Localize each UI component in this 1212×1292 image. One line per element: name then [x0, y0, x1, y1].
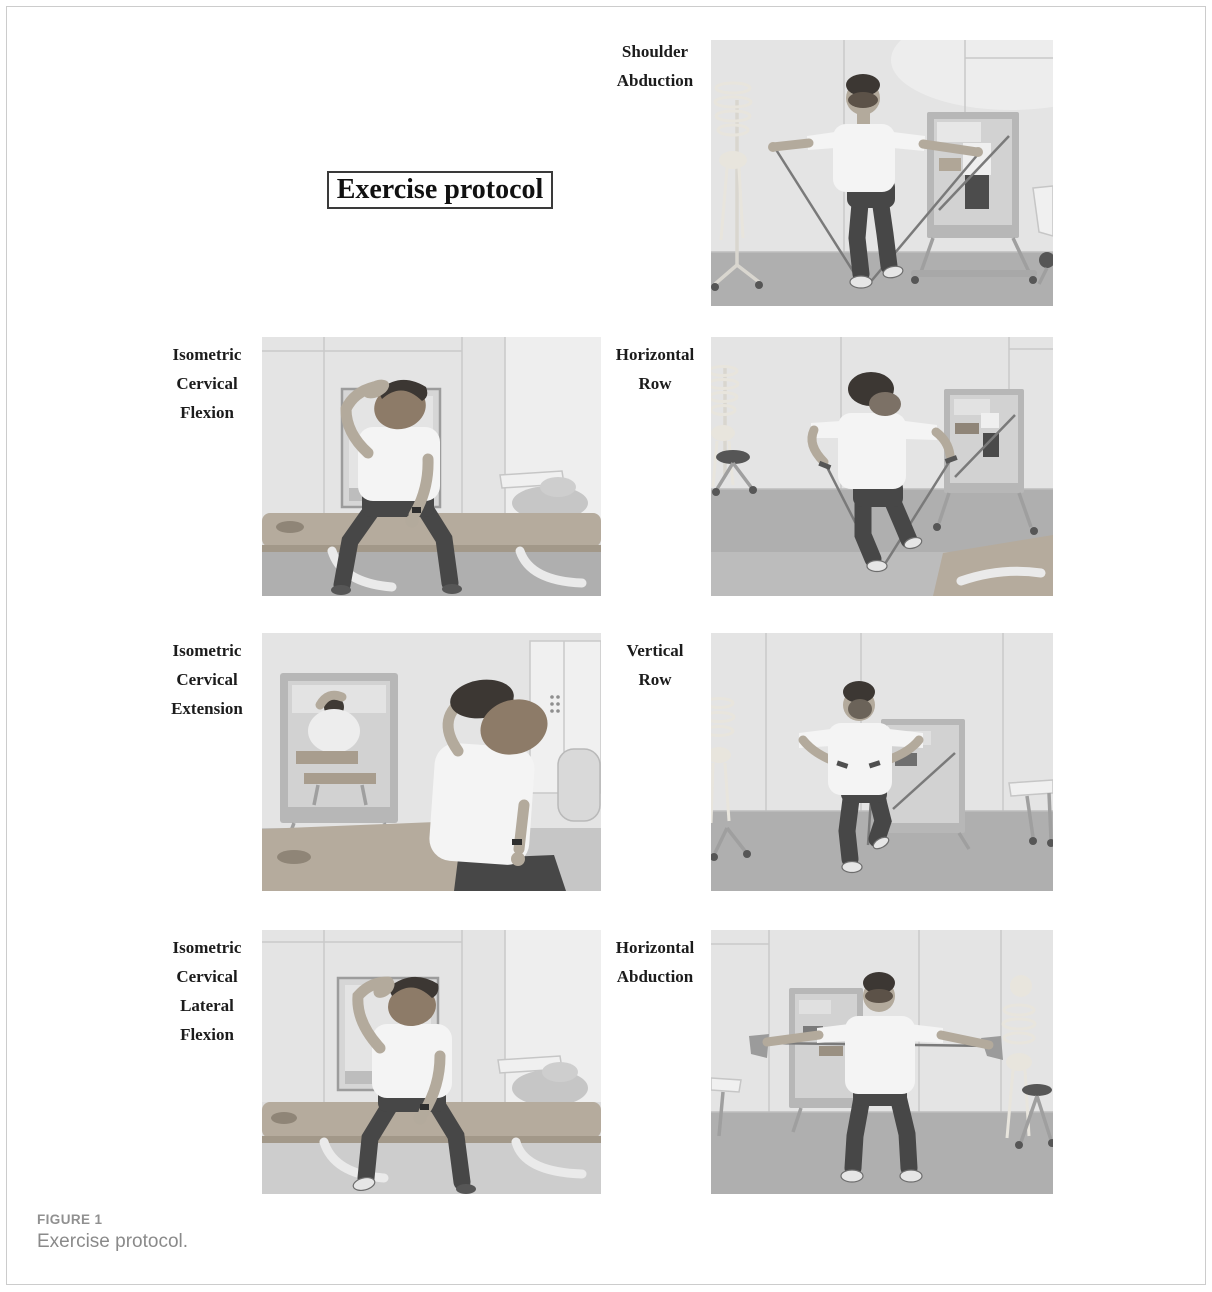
photo-horizontal-abduction — [711, 930, 1053, 1194]
cervical-extension-illustration — [262, 633, 601, 891]
photo-vertical-row — [711, 633, 1053, 891]
cervical-flexion-illustration — [262, 337, 601, 596]
photo-horizontal-row — [711, 337, 1053, 596]
mirror — [280, 673, 398, 839]
label-line: Isometric — [172, 641, 242, 660]
label-horizontal-abduction — [596, 933, 714, 991]
label-vertical-row — [598, 636, 712, 694]
label-isometric-cervical-flexion — [152, 340, 262, 427]
label-line: Isometric — [172, 938, 242, 957]
horizontal-abduction-illustration — [711, 930, 1053, 1194]
label-line: Extension — [171, 699, 243, 718]
photo-shoulder-abduction — [711, 40, 1053, 306]
label-line: Row — [638, 670, 672, 689]
label-line: Isometric — [172, 345, 242, 364]
vertical-row-illustration — [711, 633, 1053, 891]
label-isometric-cervical-lateral-flexion — [152, 933, 262, 1049]
label-line: Horizontal — [615, 345, 695, 364]
figure-title: Exercise protocol — [327, 171, 553, 209]
label-line: Cervical — [176, 670, 238, 689]
label-shoulder-abduction — [596, 37, 714, 95]
label-line: Cervical — [176, 967, 238, 986]
label-line: Cervical — [176, 374, 238, 393]
photo-isometric-cervical-extension — [262, 633, 601, 891]
figure-caption-label: FIGURE 1 — [37, 1212, 103, 1227]
label-horizontal-row — [598, 340, 712, 398]
photo-isometric-cervical-flexion — [262, 337, 601, 596]
photo-isometric-cervical-lateral-flexion — [262, 930, 601, 1194]
label-line: Row — [638, 374, 672, 393]
label-line: Abduction — [616, 71, 694, 90]
label-line: Horizontal — [615, 938, 695, 957]
label-isometric-cervical-extension — [150, 636, 264, 723]
label-line: Flexion — [180, 403, 234, 422]
label-line: Abduction — [616, 967, 694, 986]
cervical-lateral-flexion-illustration — [262, 930, 601, 1194]
figure-caption — [37, 1212, 188, 1253]
figure-caption-text: Exercise protocol. — [37, 1231, 189, 1252]
label-line: Shoulder — [621, 42, 689, 61]
label-line: Lateral — [180, 996, 234, 1015]
horizontal-row-illustration — [711, 337, 1053, 596]
treatment-chair — [558, 749, 600, 821]
label-line: Vertical — [626, 641, 684, 660]
shoulder-abduction-illustration — [711, 40, 1053, 306]
label-line: Flexion — [180, 1025, 234, 1044]
